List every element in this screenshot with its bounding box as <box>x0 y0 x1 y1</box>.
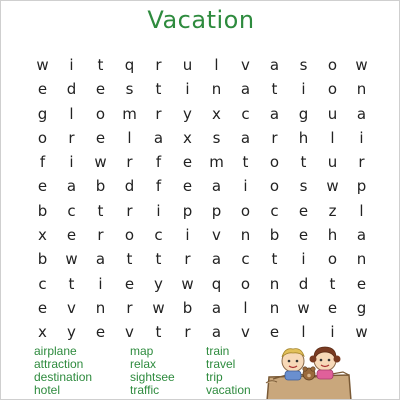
grid-letter: a <box>211 323 222 342</box>
word-list-item: airplane <box>34 344 77 358</box>
grid-letter: h <box>327 226 338 245</box>
grid-letter: c <box>38 274 47 293</box>
grid-letter: b <box>269 226 280 245</box>
grid-letter: i <box>185 226 190 245</box>
grid-letter: a <box>211 250 222 269</box>
page-title: Vacation <box>147 6 255 34</box>
grid-letter: o <box>327 250 338 269</box>
grid-letter: o <box>95 104 106 123</box>
grid-letter: i <box>359 128 364 147</box>
word-list-item: attraction <box>34 357 84 371</box>
word-column-2 <box>130 345 175 397</box>
word-list-item: relax <box>130 357 157 371</box>
grid-letter: t <box>271 80 278 99</box>
grid-letter: d <box>66 80 77 99</box>
grid-letter: e <box>124 274 135 293</box>
grid-letter: t <box>271 250 278 269</box>
grid-letter: l <box>127 128 132 147</box>
grid-letter: g <box>298 104 309 123</box>
grid-letter: o <box>37 128 48 147</box>
grid-letter: i <box>301 250 306 269</box>
grid-letter: i <box>69 153 74 172</box>
grid-letter: w <box>152 298 165 317</box>
grid-letter: x <box>38 323 47 342</box>
grid-letter: l <box>243 298 248 317</box>
grid-letter: o <box>124 226 135 245</box>
grid-letter: l <box>359 201 364 220</box>
grid-letter: e <box>269 323 280 342</box>
grid-letter: b <box>37 250 48 269</box>
grid-letter: m <box>122 104 137 123</box>
word-list-item: map <box>130 344 154 358</box>
grid-letter: b <box>37 201 48 220</box>
grid-letter: t <box>155 323 162 342</box>
grid-letter: f <box>155 153 162 172</box>
grid-letter: n <box>269 298 280 317</box>
grid-letter: a <box>240 128 251 147</box>
grid-letter: b <box>182 298 193 317</box>
grid-letter: t <box>97 201 104 220</box>
grid-letter: e <box>182 153 193 172</box>
grid-letter: t <box>126 250 133 269</box>
grid-letter: c <box>67 201 76 220</box>
grid-letter: c <box>241 104 250 123</box>
grid-letter: e <box>37 80 48 99</box>
grid-letter: r <box>155 104 162 123</box>
grid-letter: t <box>97 56 104 74</box>
word-list-item: sightsee <box>130 370 175 384</box>
grid-letter: i <box>243 177 248 196</box>
word-list-item: destination <box>34 370 93 384</box>
grid-letter: t <box>242 153 249 172</box>
grid-letter: r <box>155 56 162 74</box>
grid-letter: a <box>240 80 251 99</box>
grid-letter: r <box>271 128 278 147</box>
grid-letter: e <box>95 80 106 99</box>
grid-letter: y <box>183 104 192 123</box>
grid-letter: p <box>182 201 193 220</box>
grid-letter: n <box>269 274 280 293</box>
grid-letter: c <box>154 226 163 245</box>
word-column-3 <box>206 345 251 397</box>
grid-letter: l <box>330 128 335 147</box>
grid-letter: w <box>181 274 194 293</box>
grid-letter: u <box>327 104 338 123</box>
grid-letter: a <box>211 298 222 317</box>
grid-letter: t <box>155 250 162 269</box>
grid-letter: s <box>212 128 221 147</box>
grid-letter: a <box>356 226 367 245</box>
grid-letter: o <box>327 80 338 99</box>
grid-letter: n <box>356 80 367 99</box>
grid-letter: z <box>328 201 337 220</box>
grid-letter: r <box>126 298 133 317</box>
grid-letter: n <box>95 298 106 317</box>
grid-letter: i <box>185 80 190 99</box>
word-list-item: traffic <box>130 383 160 397</box>
grid-letter: f <box>39 153 46 172</box>
grid-letter: a <box>269 56 280 74</box>
grid-letter: s <box>299 56 308 74</box>
grid-letter: n <box>240 226 251 245</box>
grid-letter: v <box>212 226 221 245</box>
grid-letter: l <box>69 104 74 123</box>
grid-letter: e <box>37 177 48 196</box>
grid-letter: c <box>241 250 250 269</box>
grid-letter: a <box>66 177 77 196</box>
grid-letter: i <box>98 274 103 293</box>
grid-letter: w <box>65 250 78 269</box>
grid-letter: v <box>241 323 250 342</box>
grid-letter: o <box>240 201 251 220</box>
grid-letter: e <box>182 177 193 196</box>
grid-letter: w <box>297 298 310 317</box>
grid-letter: w <box>355 323 368 342</box>
grid-letter: o <box>240 274 251 293</box>
grid-letter: w <box>36 56 49 74</box>
grid-letter: a <box>95 250 106 269</box>
grid-letter: y <box>154 274 163 293</box>
grid-letter: i <box>156 201 161 220</box>
letter-grid <box>28 55 376 347</box>
word-column-1 <box>34 345 92 397</box>
grid-letter: o <box>269 177 280 196</box>
grid-letter: o <box>269 153 280 172</box>
word-list-item: vacation <box>206 383 251 397</box>
grid-letter: r <box>184 323 191 342</box>
grid-letter: v <box>67 298 76 317</box>
grid-letter: v <box>125 323 134 342</box>
grid-letter: h <box>298 128 309 147</box>
grid-letter: g <box>37 104 48 123</box>
grid-letter: x <box>183 128 192 147</box>
grid-letter: m <box>209 153 224 172</box>
grid-letter: t <box>155 80 162 99</box>
grid-letter: d <box>124 177 135 196</box>
grid-letter: r <box>68 128 75 147</box>
grid-letter: p <box>211 201 222 220</box>
grid-letter: e <box>95 323 106 342</box>
grid-letter: t <box>329 274 336 293</box>
grid-letter: x <box>212 104 221 123</box>
grid-letter: e <box>66 226 77 245</box>
grid-letter: v <box>241 56 250 74</box>
kids-in-suitcase-illustration <box>263 339 355 400</box>
grid-letter: p <box>356 177 367 196</box>
grid-letter: u <box>327 153 338 172</box>
grid-letter: e <box>37 298 48 317</box>
grid-letter: c <box>270 201 279 220</box>
grid-letter: w <box>94 153 107 172</box>
grid-letter: e <box>327 298 338 317</box>
grid-letter: a <box>269 104 280 123</box>
grid-letter: o <box>327 56 338 74</box>
grid-letter: n <box>211 80 222 99</box>
grid-letter: w <box>326 177 339 196</box>
grid-letter: e <box>356 274 367 293</box>
grid-letter: s <box>125 80 134 99</box>
grid-letter: e <box>95 128 106 147</box>
grid-letter: l <box>214 56 219 74</box>
grid-letter: y <box>67 323 76 342</box>
grid-letter: i <box>301 80 306 99</box>
word-list-item: trip <box>206 370 223 384</box>
grid-letter: n <box>356 250 367 269</box>
grid-letter: x <box>38 226 47 245</box>
word-list-item: travel <box>206 357 236 371</box>
grid-letter: a <box>356 104 367 123</box>
word-list <box>34 345 264 400</box>
grid-letter: t <box>300 153 307 172</box>
grid-letter: w <box>355 56 368 74</box>
grid-letter: r <box>126 153 133 172</box>
grid-letter: b <box>95 177 106 196</box>
grid-letter: u <box>182 56 193 74</box>
grid-letter: a <box>153 128 164 147</box>
word-list-item: train <box>206 344 230 358</box>
grid-letter: r <box>97 226 104 245</box>
grid-letter: s <box>299 177 308 196</box>
grid-letter: r <box>126 201 133 220</box>
grid-letter: e <box>298 226 309 245</box>
grid-letter: q <box>211 274 222 293</box>
grid-letter: a <box>211 177 222 196</box>
grid-letter: i <box>69 56 74 74</box>
word-list-item: hotel <box>34 383 61 397</box>
grid-letter: f <box>155 177 162 196</box>
grid-letter: i <box>330 323 335 342</box>
grid-letter: q <box>124 56 135 74</box>
grid-letter: r <box>358 153 365 172</box>
grid-letter: e <box>298 201 309 220</box>
grid-letter: t <box>68 274 75 293</box>
grid-letter: g <box>356 298 367 317</box>
grid-letter: l <box>301 323 306 342</box>
grid-letter: r <box>184 250 191 269</box>
grid-letter: d <box>298 274 309 293</box>
